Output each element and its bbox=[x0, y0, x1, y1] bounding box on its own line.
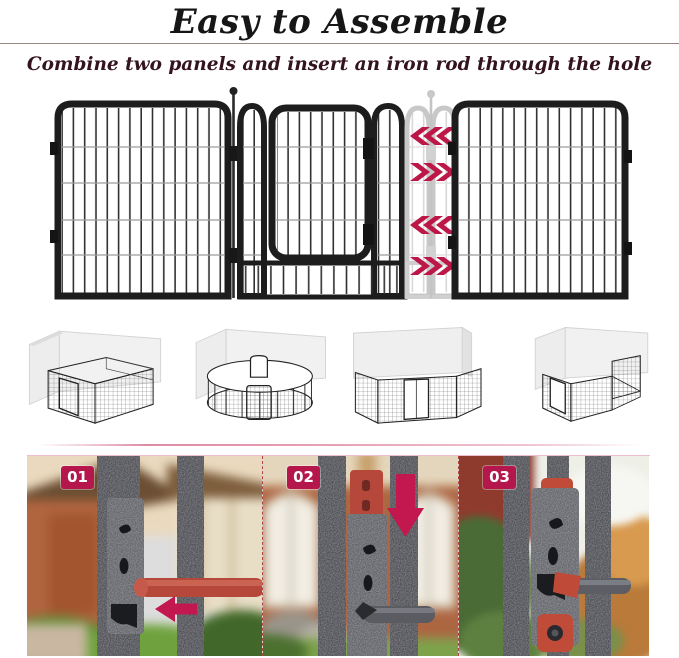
title-divider bbox=[0, 43, 679, 44]
lock-bracket bbox=[107, 498, 144, 634]
step-photo-strip bbox=[27, 455, 650, 656]
red-clip-bottom bbox=[537, 614, 573, 652]
black-panel-right bbox=[448, 104, 632, 296]
layout-corner-circle-pen bbox=[183, 321, 333, 439]
lock-bracket bbox=[347, 514, 387, 656]
layout-examples-row bbox=[0, 321, 679, 439]
layout-corner-l-shape-pen bbox=[509, 321, 659, 439]
door-hinge bbox=[363, 138, 374, 159]
layout-corner-rectangle-pen bbox=[20, 321, 170, 439]
assembly-diagram bbox=[0, 84, 679, 310]
step-badge: 03 bbox=[483, 466, 516, 489]
step-badge: 01 bbox=[61, 466, 94, 489]
step-photo-3 bbox=[458, 456, 649, 656]
red-iron-rod bbox=[350, 470, 383, 520]
black-panel-left bbox=[50, 104, 228, 296]
layout-wall-rectangle-pen bbox=[346, 321, 496, 439]
step-photo-1 bbox=[27, 456, 262, 656]
fence-assembly-illustration bbox=[0, 84, 679, 306]
page-title: Easy to Assemble bbox=[170, 2, 509, 42]
page-subtitle: Combine two panels and insert an iron rod through the hole bbox=[26, 54, 653, 75]
door-panel bbox=[240, 106, 405, 297]
pink-divider-line bbox=[38, 444, 642, 446]
step-photo-2 bbox=[262, 456, 458, 656]
door-hinge bbox=[363, 224, 374, 245]
red-iron-rod bbox=[134, 578, 262, 597]
step-badge: 02 bbox=[287, 466, 320, 489]
